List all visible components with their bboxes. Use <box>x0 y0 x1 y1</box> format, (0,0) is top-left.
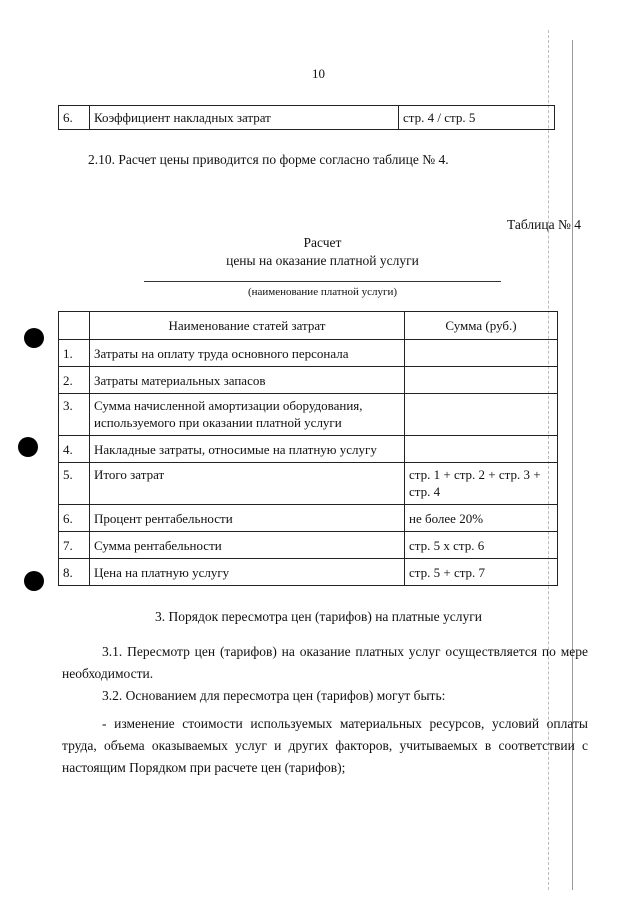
row-num: 2. <box>59 367 90 394</box>
row-name: Сумма рентабельности <box>90 532 405 559</box>
row-name: Цена на платную услугу <box>90 559 405 586</box>
table-row <box>59 463 558 505</box>
service-name-caption: (наименование платной услуги) <box>247 286 398 298</box>
paragraph-3-1 <box>62 641 588 685</box>
row-name: Сумма начисленной амортизации оборудования, используемого при оказании платной услуги <box>90 394 405 436</box>
row-name: Итого затрат <box>90 463 405 505</box>
row-name: Процент рентабельности <box>90 505 405 532</box>
row-num: 8. <box>59 559 90 586</box>
title-line-1: Расчет <box>303 235 342 250</box>
row-sum: стр. 5 х стр. 6 <box>405 532 558 559</box>
row-num: 7. <box>59 532 90 559</box>
row-sum <box>405 340 558 367</box>
table-row <box>59 340 558 367</box>
header-name: Наименование статей затрат <box>90 312 405 340</box>
row-sum: не более 20% <box>405 505 558 532</box>
top-table-num: 6. <box>59 106 90 130</box>
row-name: Затраты на оплату труда основного персонала <box>90 340 405 367</box>
table-row <box>59 394 558 436</box>
header-num <box>59 312 90 340</box>
page-number: 10 <box>312 66 325 81</box>
table-label: Таблица № 4 <box>507 217 581 232</box>
row-sum <box>405 367 558 394</box>
punch-hole-bottom <box>24 571 44 591</box>
paragraph-bullet <box>62 713 588 779</box>
paragraph-3-2 <box>62 685 588 707</box>
row-num: 5. <box>59 463 90 505</box>
table-row <box>59 532 558 559</box>
row-sum <box>405 394 558 436</box>
header-sum: Сумма (руб.) <box>405 312 558 340</box>
row-num: 1. <box>59 340 90 367</box>
table-row <box>59 559 558 586</box>
paragraph-3-1-text: 3.1. Пересмотр цен (тарифов) на оказание платных услуг осуществляется по мере необходимости. <box>62 644 588 681</box>
paragraph-2-10: 2.10. Расчет цены приводится по форме согласно таблице № 4. <box>88 152 449 167</box>
main-table-header <box>59 312 558 340</box>
row-name: Затраты материальных запасов <box>90 367 405 394</box>
punch-hole-middle <box>18 437 38 457</box>
main-table <box>58 311 558 586</box>
row-num: 3. <box>59 394 90 436</box>
paragraph-bullet-text: - изменение стоимости используемых материальных ресурсов, условий оплаты труда, объема оказываемых услуг и других факторов, учитываемых в соответствии с настоящим Порядком при расчете цен (тарифов); <box>62 716 588 775</box>
table-row <box>59 505 558 532</box>
paragraph-3-2-text: 3.2. Основанием для пересмотра цен (тарифов) могут быть: <box>102 688 446 703</box>
table-row <box>59 367 558 394</box>
top-table-name: Коэффициент накладных затрат <box>90 106 399 130</box>
title-line-2: цены на оказание платной услуги <box>226 253 419 268</box>
punch-hole-top <box>24 328 44 348</box>
row-sum <box>405 436 558 463</box>
row-num: 6. <box>59 505 90 532</box>
service-name-underline <box>144 281 501 282</box>
top-table <box>58 105 555 130</box>
table-row <box>59 436 558 463</box>
row-sum: стр. 5 + стр. 7 <box>405 559 558 586</box>
row-name: Накладные затраты, относимые на платную услугу <box>90 436 405 463</box>
row-sum: стр. 1 + стр. 2 + стр. 3 + стр. 4 <box>405 463 558 505</box>
top-table-formula: стр. 4 / стр. 5 <box>399 106 555 130</box>
section-3-title: 3. Порядок пересмотра цен (тарифов) на платные услуги <box>155 609 482 624</box>
row-num: 4. <box>59 436 90 463</box>
